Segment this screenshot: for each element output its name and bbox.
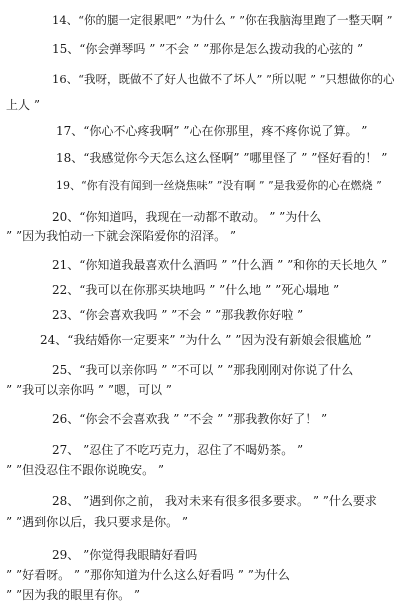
line-29-cont-a: ” ”好看呀。 ” ”那你知道为什么这么好看吗 ” ”为什么 [6,568,290,582]
line-28: 28、 ”遇到你之前， 我对未来有很多很多要求。 ” ”什么要求 [52,494,377,508]
line-29-cont-b: ” ”因为我的眼里有你。 ” [6,588,141,602]
line-16-cont: 上人 ” [6,98,40,112]
line-28-cont: ” ”遇到你以后，我只要求是你。 ” [6,515,189,529]
line-20-cont: ” ”因为我怕动一下就会深陷爱你的沼泽。 ” [6,229,237,243]
line-19: 19、“你有没有闻到一丝烧焦味” ”没有啊 ” ”是我爱你的心在燃烧 ” [56,179,382,192]
line-17: 17、“你心不心疼我啊” ”心在你那里，疼不疼你说了算。 ” [56,124,368,138]
line-27-cont: ” ”但没忍住不跟你说晚安。 ” [6,463,165,477]
line-21: 21、“你知道我最喜欢什么酒吗 ” ”什么酒 ” ”和你的天长地久 ” [52,258,388,272]
line-26: 26、“你会不会喜欢我 ” ”不会 ” ”那我教你好了！ ” [52,412,328,426]
line-25: 25、“我可以亲你吗 ” ”不可以 ” ”那我刚刚对你说了什么 [52,363,354,377]
line-25-cont: ” ”我可以亲你吗 ” ”嗯，可以 ” [6,383,172,397]
line-16: 16、“我呀，既做不了好人也做不了坏人” ”所以呢 ” ”只想做你的心 [52,72,395,86]
line-29: 29、 ”你觉得我眼睛好看吗 [52,548,198,562]
line-20: 20、“你知道吗，我现在一动都不敢动。 ” ”为什么 [52,210,322,224]
line-24: 24、“我结婚你一定要来” ”为什么 ” ”因为没有新娘会很尴尬 ” [40,333,372,347]
line-14: 14、“你的腿一定很累吧” ”为什么 ” ”你在我脑海里跑了一整天啊 ” [52,13,393,27]
line-27: 27、 ”忍住了不吃巧克力，忍住了不喝奶茶。 ” [52,443,304,457]
line-18: 18、“我感觉你今天怎么这么怪啊” ”哪里怪了 ” ”怪好看的！ ” [56,151,388,165]
line-22: 22、“我可以在你那买块地吗 ” ”什么地 ” ”死心塌地 ” [52,283,340,297]
line-15: 15、“你会弹琴吗 ” ”不会 ” ”那你是怎么拨动我的心弦的 ” [52,42,364,56]
line-23: 23、“你会喜欢我吗 ” ”不会 ” ”那我教你好啦 ” [52,308,304,322]
